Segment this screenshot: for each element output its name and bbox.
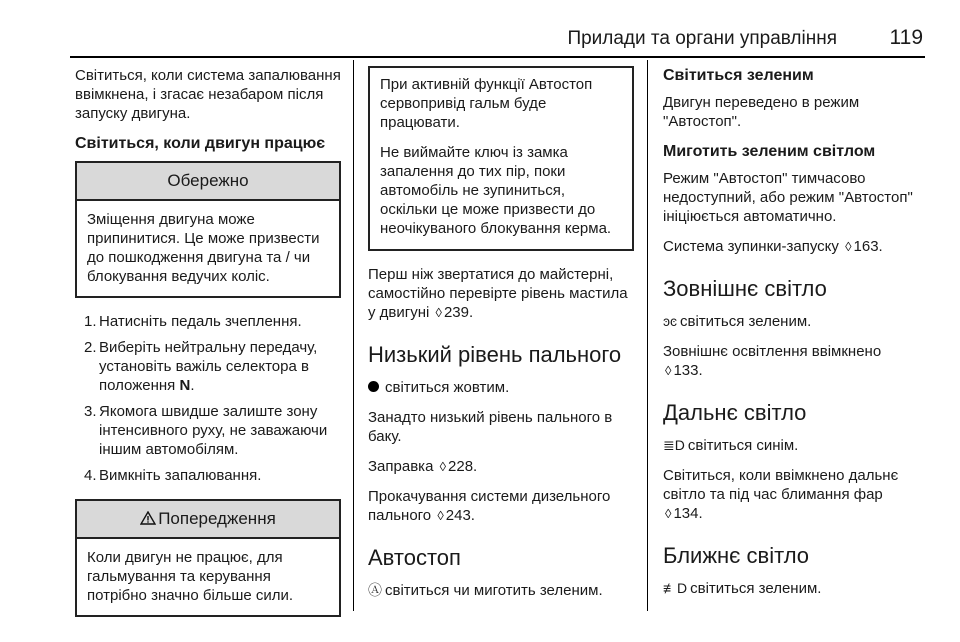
fuel-indicator-icon: [368, 381, 379, 392]
low-beam-status: ≢D світиться зеленим.: [663, 580, 822, 597]
column-divider: [353, 60, 354, 611]
list-item: 4. Вимкніть запалювання.: [84, 467, 262, 484]
column-right: [663, 66, 925, 609]
green-text: Двигун переведено в режим "Автостоп".: [663, 94, 860, 130]
info-box-line: Не виймайте ключ із замка запалення до тих пір, поки автомобіль не зупиниться, оскільки це може призвести до неочікуваного блокування керма.: [380, 144, 612, 237]
caution-box-title: Обережно: [77, 163, 339, 201]
list-item: 1. Натисніть педаль зчеплення.: [84, 313, 302, 330]
autostop-icon: Ⓐ: [368, 582, 382, 598]
refuel-paragraph: Заправка ◊ 228.: [368, 458, 478, 475]
heading-exterior-light: Зовнішнє світло: [663, 276, 827, 301]
page-number: 119: [889, 26, 923, 49]
subheading-blinking: Миготить зеленим світлом: [663, 143, 876, 160]
caution-box-text: Зміщення двигуна може припинитися. Це може призвести до пошкодження двигуна та / чи блокування ведучих коліс.: [87, 211, 320, 285]
page-title: Прилади та органи управління: [567, 28, 837, 49]
fuel-text: Занадто низький рівень пального в баку.: [368, 409, 613, 445]
subheading-green: Світиться зеленим: [663, 67, 814, 84]
exterior-status: ͽͼ світиться зеленим.: [663, 313, 812, 330]
high-beam-status: ≣D світиться синім.: [663, 437, 799, 454]
low-beam-icon: ≢D: [663, 580, 688, 596]
blink-text: Режим "Автостоп" тимчасово недоступний, або режим "Автостоп" ініціюється автоматично.: [663, 170, 913, 225]
heading-autostop: Автостоп: [368, 545, 461, 570]
heading-low-beam: Ближнє світло: [663, 543, 810, 568]
autostop-status: Ⓐ світиться чи миготить зеленим.: [368, 582, 603, 599]
list-item: 3. Якомога швидше залиште зону інтенсивного руху, не заважаючи іншим автомобілям.: [84, 403, 328, 458]
reference-arrow-icon: ◊: [439, 459, 447, 474]
column-left: [75, 66, 341, 631]
fuel-status: світиться жовтим.: [368, 378, 634, 397]
warning-triangle-icon: [140, 511, 156, 525]
oil-paragraph: Перш ніж звертатися до майстерні, самостійно перевірте рівень мастила у двигуні ◊ 239.: [368, 266, 628, 321]
caution-box: [75, 161, 341, 298]
column-middle: [368, 66, 634, 611]
list-item: 2. Виберіть нейтральну передачу, установіть важіль селектора в положення N.: [84, 339, 318, 394]
reference-arrow-icon: ◊: [665, 363, 672, 378]
high-beam-paragraph: Світиться, коли ввімкнено дальнє світло та під час блимання фар ◊ 134.: [663, 467, 899, 522]
info-box: [368, 66, 634, 251]
info-box-line: При активній функції Автостоп сервопривід гальм буде працювати.: [380, 76, 593, 131]
reference-arrow-icon: ◊: [435, 305, 442, 320]
warning-box-text: Коли двигун не працює, для гальмування та керування потрібно значно більше сили.: [87, 549, 294, 604]
exterior-paragraph: Зовнішнє освітлення ввімкнено ◊ 133.: [663, 343, 882, 379]
reference-arrow-icon: ◊: [437, 508, 444, 523]
warning-box: [75, 499, 341, 617]
page-header: [70, 22, 925, 58]
heading-low-fuel: Низький рівень пального: [368, 342, 622, 367]
gear-letter: N: [179, 377, 191, 394]
high-beam-icon: ≣D: [663, 437, 685, 453]
header-rule: [70, 56, 925, 58]
exterior-light-icon: ͽͼ: [663, 313, 677, 329]
reference-arrow-icon: ◊: [845, 239, 852, 254]
subheading-engine-running: Світиться, коли двигун працює: [75, 135, 326, 152]
warning-box-title: Попередження: [77, 501, 339, 539]
heading-high-beam: Дальнє світло: [663, 400, 807, 425]
steps-list: [75, 312, 341, 485]
reference-arrow-icon: ◊: [665, 506, 672, 521]
column-divider: [647, 60, 648, 611]
system-paragraph: Система зупинки-запуску ◊ 163.: [663, 238, 883, 255]
intro-paragraph: Світиться, коли система запалювання ввімкнена, і згасає незабаром після запуску двигуна.: [75, 67, 341, 122]
bleed-paragraph: Прокачування системи дизельного пального ◊ 243.: [368, 488, 611, 524]
